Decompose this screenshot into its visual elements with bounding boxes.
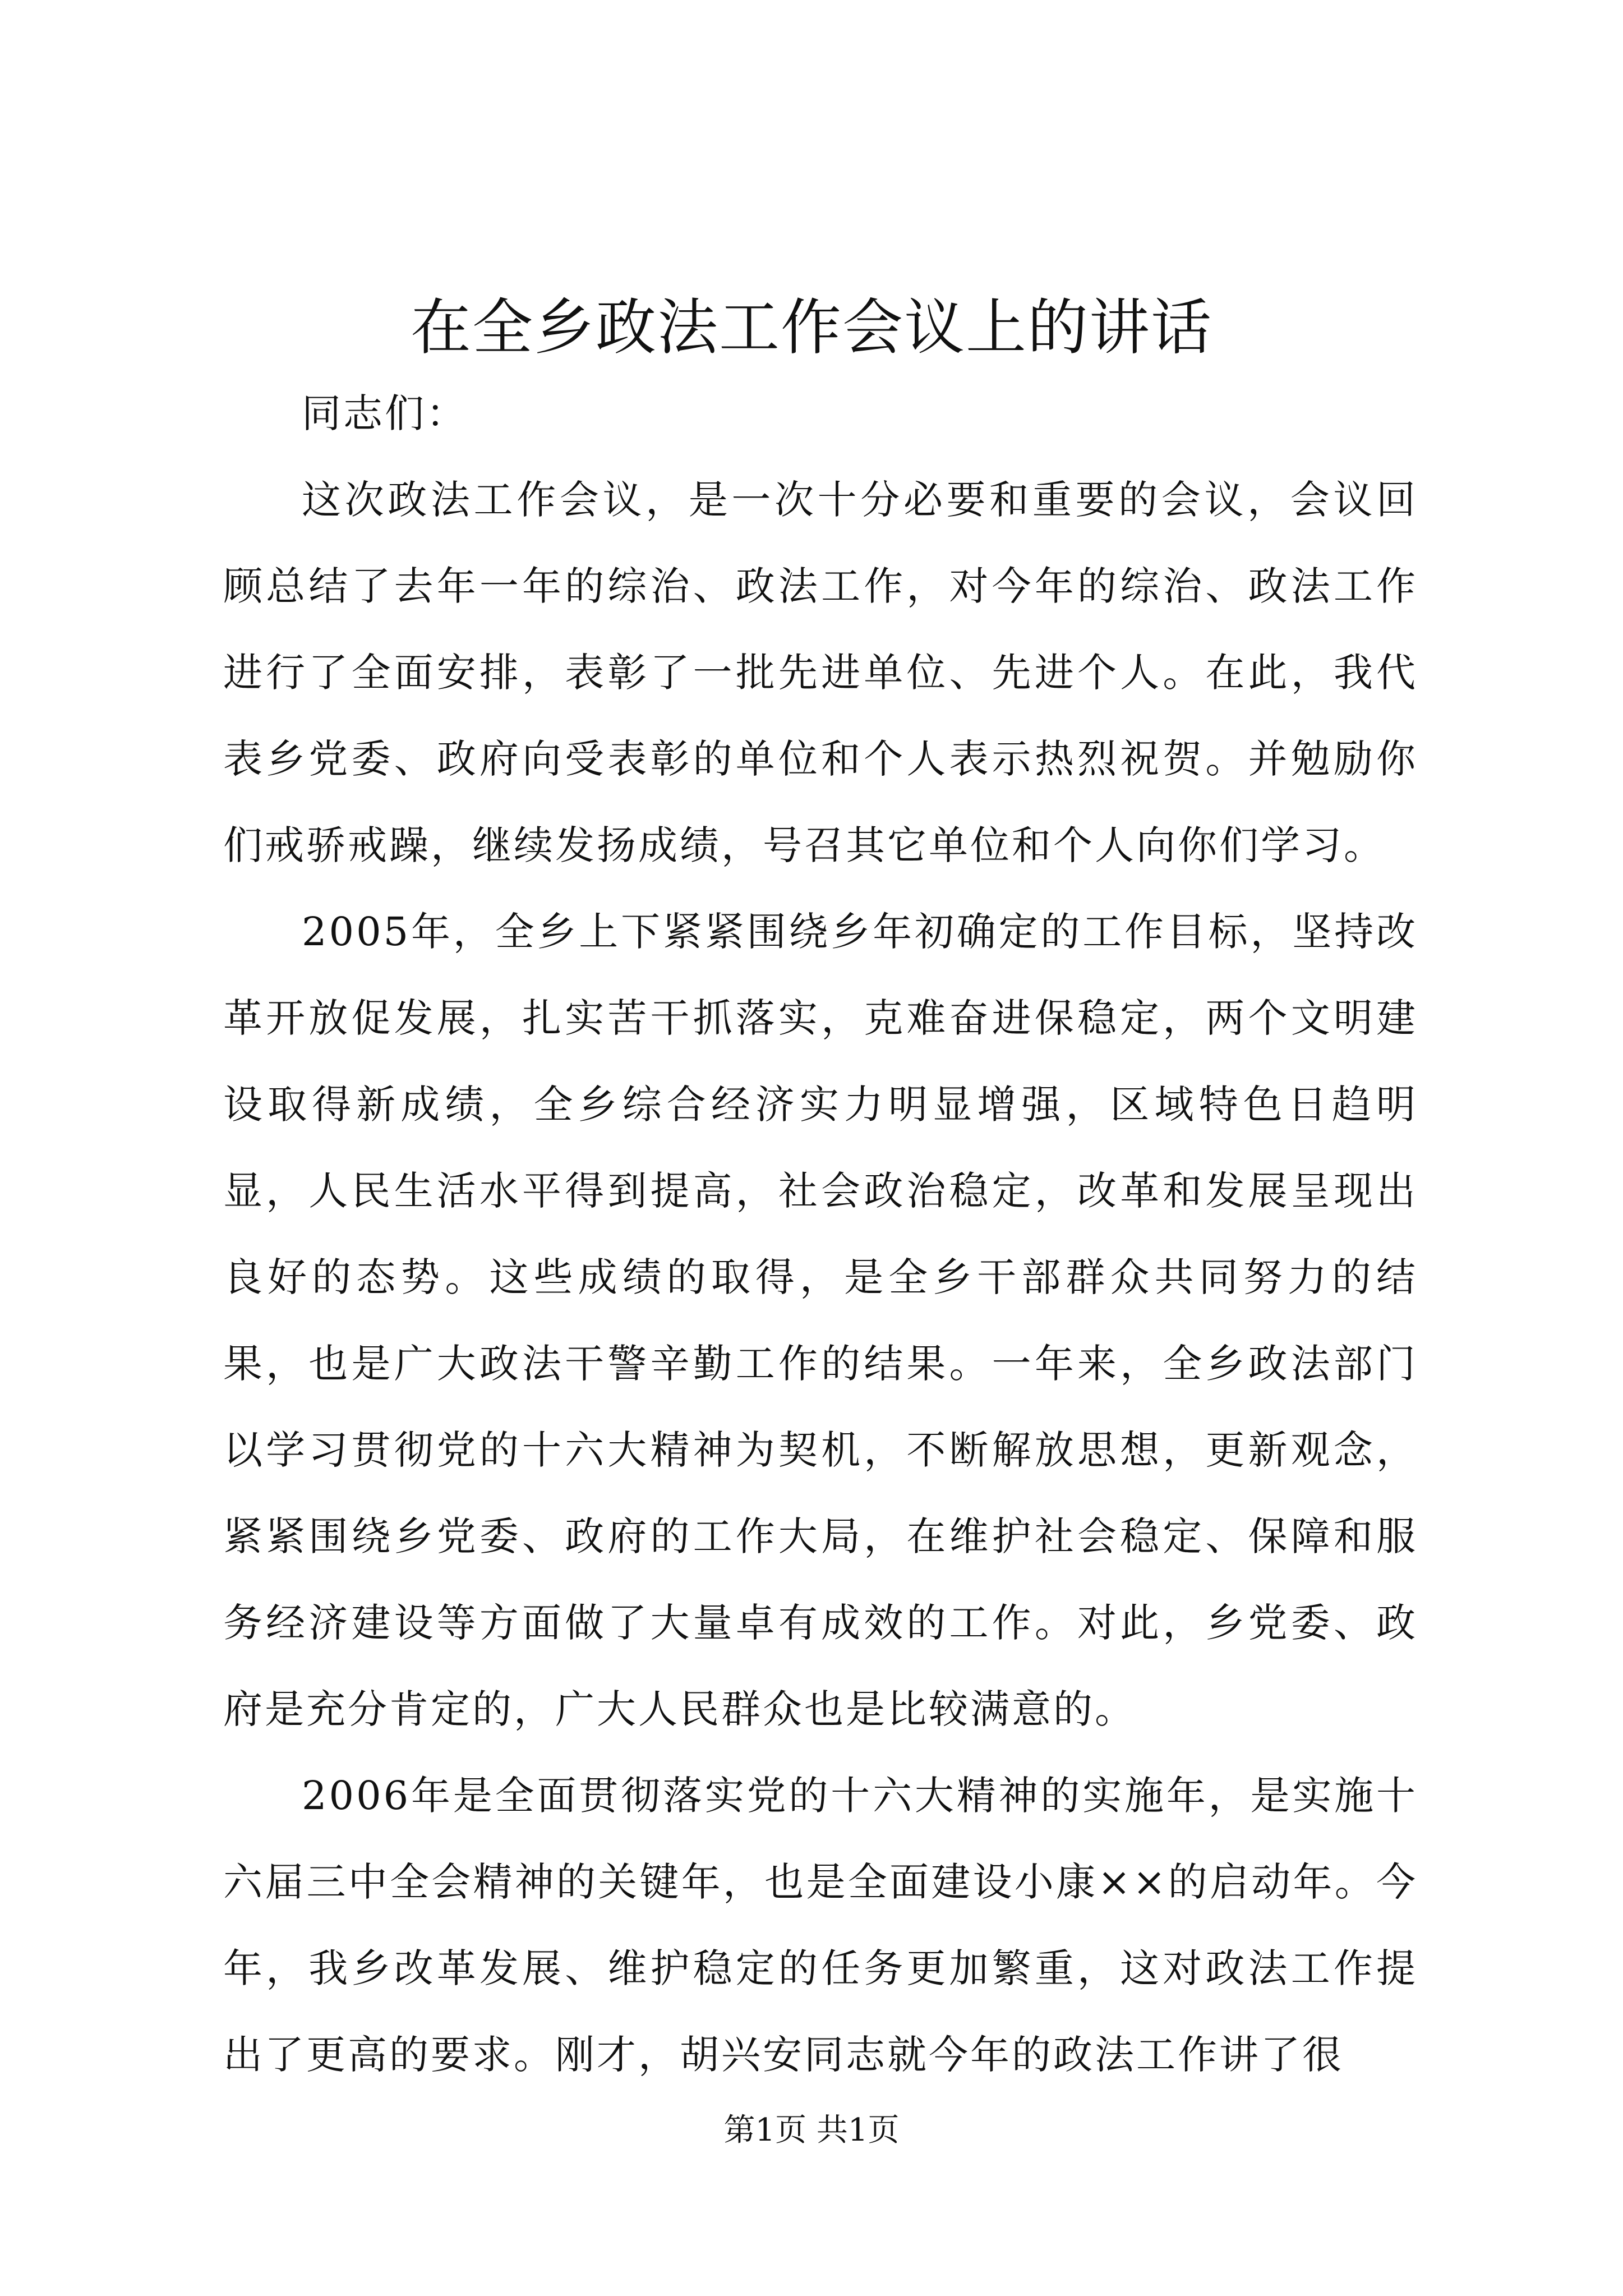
document-body	[223, 370, 1418, 2098]
paragraph: 这次政法工作会议，是一次十分必要和重要的会议，会议回顾总结了去年一年的综治、政法工作，对今年的综治、政法工作进行了全面安排，表彰了一批先进单位、先进个人。在此，我代表乡党委、政府向受表彰的单位和个人表示热烈祝贺。并勉励你们戒骄戒躁，继续发扬成绩，号召其它单位和个人向你们学习。	[223, 477, 1418, 868]
paragraph: 2006年是全面贯彻落实党的十六大精神的实施年，是实施十六届三中全会精神的关键年，也是全面建设小康××的启动年。今年，我乡改革发展、维护稳定的任务更加繁重，这对政法工作提出了更高的要求。刚才，胡兴安同志就今年的政法工作讲了很	[223, 1773, 1418, 2078]
page-number-footer: 第1页 共1页	[723, 2112, 900, 2148]
paragraph: 2005年，全乡上下紧紧围绕乡年初确定的工作目标，坚持改革开放促发展，扎实苦干抓落实，克难奋进保稳定，两个文明建设取得新成绩，全乡综合经济实力明显增强，区域特色日趋明显，人民生活水平得到提高，社会政治稳定，改革和发展呈现出良好的态势。这些成绩的取得，是全乡干部群众共同努力的结果，也是广大政法干警辛勤工作的结果。一年来，全乡政法部门以学习贯彻党的十六大精神为契机，不断解放思想，更新观念，紧紧围绕乡党委、政府的工作大局，在维护社会稳定、保障和服务经济建设等方面做了大量卓有成效的工作。对此，乡党委、政府是充分肯定的，广大人民群众也是比较满意的。	[223, 909, 1418, 1732]
salutation: 同志们：	[302, 390, 468, 436]
document-title: 在全乡政法工作会议上的讲话	[410, 293, 1212, 363]
